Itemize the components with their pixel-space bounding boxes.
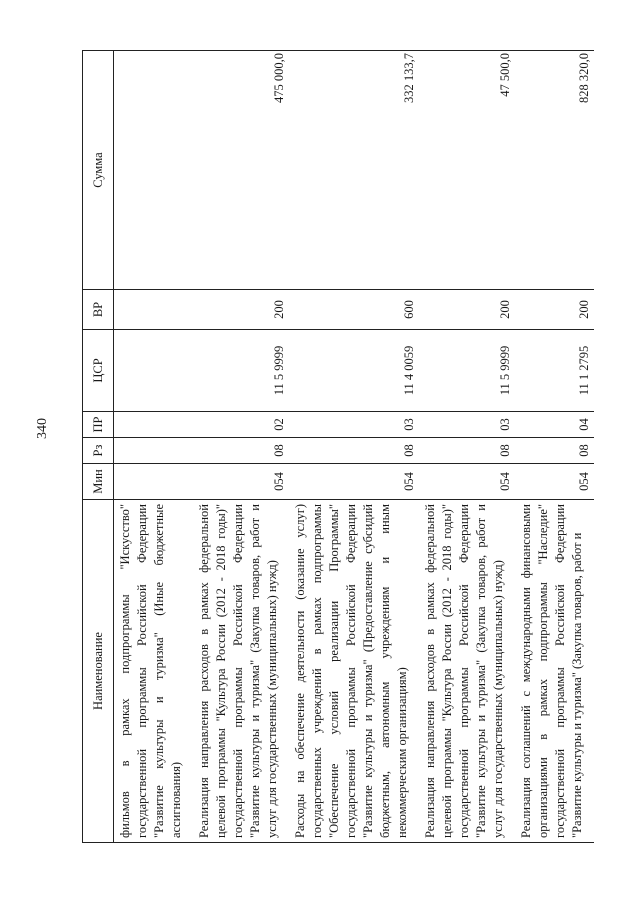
row-vr-cell: 600 [289, 290, 419, 330]
header-name: Наименование [83, 500, 114, 843]
row-rz-cell [114, 438, 194, 464]
row-sum-cell: 475 000,0 [193, 51, 289, 290]
row-csr-cell: 11 5 9999 [193, 330, 289, 412]
row-pr-cell: 03 [289, 412, 419, 438]
rotated-sheet [82, 51, 602, 843]
header-pr: ПР [83, 412, 114, 438]
row-sum-cell: 332 133,7 [289, 51, 419, 290]
row-min-cell: 054 [515, 464, 594, 500]
table-row [515, 51, 594, 843]
row-name-cell: Реализация соглашений с международными финансовыми организациями в рамках подпрограммы "Наследие" государственной программы Российской Федерации "Развитие культуры и туризма" (Закупка товаров, работ и [515, 500, 594, 843]
row-vr-cell [114, 290, 194, 330]
header-sum: Сумма [83, 51, 114, 290]
row-vr-cell: 200 [193, 290, 289, 330]
row-pr-cell: 04 [515, 412, 594, 438]
header-csr: ЦСР [83, 330, 114, 412]
row-min-cell: 054 [193, 464, 289, 500]
row-min-cell [114, 464, 194, 500]
page-number: 340 [35, 418, 50, 439]
row-csr-cell [114, 330, 194, 412]
row-name-cell: фильмов в рамках подпрограммы "Искусство" государственной программы Российской Федерации "Развитие культуры и туризма" (Иные бюджетные ассигнования) [114, 500, 194, 843]
row-min-cell: 054 [419, 464, 515, 500]
header-min: Мин [83, 464, 114, 500]
row-sum-cell: 828 320,0 [515, 51, 594, 290]
row-rz-cell: 08 [193, 438, 289, 464]
table-row [114, 51, 194, 843]
row-pr-cell: 02 [193, 412, 289, 438]
row-min-cell: 054 [289, 464, 419, 500]
row-sum-cell [114, 51, 194, 290]
row-vr-cell: 200 [419, 290, 515, 330]
row-name-cell: Реализация направления расходов в рамках федеральной целевой программы "Культура России (2012 - 2018 годы)" государственной программы Российской Федерации "Развитие культуры и туризма" (Закупка товаров, работ и услуг для государственных (муниципальных) нужд) [419, 500, 515, 843]
row-name-cell: Расходы на обеспечение деятельности (оказание услуг) государственных учреждений в рамках подпрограммы "Обеспечение условий реализации Программы" государственной программы Российской Федерации "Развитие культуры и туризма" (Предоставление субсидий бюджетным, автономным учреждениям и иным некоммерческим организациям) [289, 500, 419, 843]
header-rz: Рз [83, 438, 114, 464]
row-csr-cell: 11 5 9999 [419, 330, 515, 412]
budget-table [82, 50, 594, 843]
row-pr-cell [114, 412, 194, 438]
header-vr: ВР [83, 290, 114, 330]
row-rz-cell: 08 [289, 438, 419, 464]
row-rz-cell: 08 [515, 438, 594, 464]
row-pr-cell: 03 [419, 412, 515, 438]
table-row [289, 51, 419, 843]
row-name-cell: Реализация направления расходов в рамках федеральной целевой программы "Культура России (2012 - 2018 годы)" государственной программы Российской Федерации "Развитие культуры и туризма" (Закупка товаров, работ и услуг для государственных (муниципальных) нужд) [193, 500, 289, 843]
row-csr-cell: 11 4 0059 [289, 330, 419, 412]
row-vr-cell: 200 [515, 290, 594, 330]
row-rz-cell: 08 [419, 438, 515, 464]
row-sum-cell: 47 500,0 [419, 51, 515, 290]
table-header-row [83, 51, 114, 843]
row-csr-cell: 11 1 2795 [515, 330, 594, 412]
table-row [193, 51, 289, 843]
table-row [419, 51, 515, 843]
